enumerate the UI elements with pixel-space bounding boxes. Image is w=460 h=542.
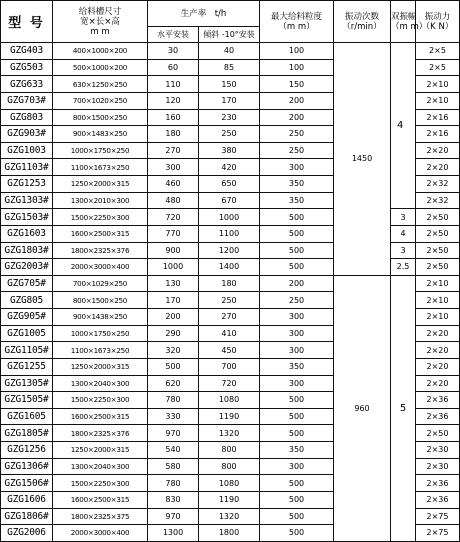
trough-dim-cell: 1800×2325×376 [53,242,148,259]
force-cell: 2×10 [416,292,460,309]
force-cell: 2×20 [416,142,460,159]
force-cell: 2×20 [416,325,460,342]
header-capacity: 生产率 t/h [148,1,260,27]
max-particle-cell: 500 [260,508,334,525]
trough-dim-cell: 630×1250×250 [53,76,148,93]
capacity-inclined-cell: 1080 [199,475,260,492]
vibration-count-cell: 1450 [334,43,391,276]
amplitude-cell: 4 [391,225,416,242]
header-max-particle-unit: （m m） [278,21,315,32]
table-row [1,275,460,292]
force-cell: 2×5 [416,59,460,76]
table-row [1,225,460,242]
model-cell: GZG903# [1,126,53,143]
capacity-inclined-cell: 230 [199,109,260,126]
model-cell: GZG1105# [1,342,53,359]
capacity-horizontal-cell: 200 [148,309,199,326]
header-capacity-inclined: 倾斜 -10°安装 [199,27,260,43]
max-particle-cell: 300 [260,325,334,342]
model-cell: GZG1005 [1,325,53,342]
model-cell: GZG1806# [1,508,53,525]
trough-dim-cell: 400×1000×200 [53,43,148,60]
capacity-inclined-cell: 85 [199,59,260,76]
force-cell: 2×36 [416,408,460,425]
header-trough-dim-line-2: 宽×长×高 [80,16,120,27]
trough-dim-cell: 1500×2250×300 [53,209,148,226]
trough-dim-cell: 1100×1673×250 [53,342,148,359]
capacity-horizontal-cell: 130 [148,275,199,292]
model-cell: GZG1603 [1,225,53,242]
max-particle-cell: 100 [260,59,334,76]
capacity-horizontal-cell: 780 [148,475,199,492]
capacity-inclined-cell: 180 [199,275,260,292]
trough-dim-cell: 700×1029×250 [53,275,148,292]
max-particle-cell: 500 [260,209,334,226]
capacity-inclined-cell: 1400 [199,259,260,276]
header-vibration-count-unit: （r/min） [342,21,382,32]
amplitude-cell: 4 [391,43,416,209]
trough-dim-cell: 900×1483×250 [53,126,148,143]
capacity-inclined-cell: 450 [199,342,260,359]
trough-dim-cell: 2000×3000×400 [53,525,148,542]
capacity-horizontal-cell: 460 [148,176,199,193]
max-particle-cell: 200 [260,109,334,126]
capacity-horizontal-cell: 120 [148,92,199,109]
header-max-particle [260,1,334,43]
capacity-horizontal-cell: 30 [148,43,199,60]
trough-dim-cell: 1600×2500×315 [53,225,148,242]
model-cell: GZG1256 [1,442,53,459]
force-cell: 2×10 [416,92,460,109]
max-particle-cell: 500 [260,491,334,508]
force-cell: 2×20 [416,342,460,359]
model-cell: GZG2003# [1,259,53,276]
model-cell: GZG1606 [1,491,53,508]
model-cell: GZG1253 [1,176,53,193]
trough-dim-cell: 800×1500×250 [53,109,148,126]
force-cell: 2×30 [416,442,460,459]
force-cell: 2×5 [416,43,460,60]
model-cell: GZG633 [1,76,53,93]
capacity-inclined-cell: 170 [199,92,260,109]
capacity-inclined-cell: 670 [199,192,260,209]
trough-dim-cell: 1300×2040×300 [53,375,148,392]
capacity-horizontal-cell: 300 [148,159,199,176]
max-particle-cell: 500 [260,408,334,425]
model-cell: GZG1805# [1,425,53,442]
force-cell: 2×50 [416,209,460,226]
max-particle-cell: 500 [260,525,334,542]
capacity-inclined-cell: 1200 [199,242,260,259]
capacity-horizontal-cell: 180 [148,126,199,143]
trough-dim-cell: 500×1000×200 [53,59,148,76]
amplitude-cell: 5 [391,275,416,541]
header-amplitude [391,1,428,43]
force-cell: 2×16 [416,126,460,143]
force-cell: 2×32 [416,192,460,209]
max-particle-cell: 200 [260,275,334,292]
model-cell: GZG503 [1,59,53,76]
force-cell: 2×30 [416,458,460,475]
capacity-inclined-cell: 1190 [199,491,260,508]
force-cell: 2×36 [416,491,460,508]
capacity-inclined-cell: 150 [199,76,260,93]
model-cell: GZG905# [1,309,53,326]
capacity-horizontal-cell: 620 [148,375,199,392]
capacity-horizontal-cell: 970 [148,508,199,525]
trough-dim-cell: 1600×2500×315 [53,408,148,425]
trough-dim-cell: 700×1020×250 [53,92,148,109]
force-cell: 2×50 [416,242,460,259]
capacity-horizontal-cell: 270 [148,142,199,159]
trough-dim-cell: 800×1500×250 [53,292,148,309]
header-force-label: 振动力 [424,11,451,22]
header-vibration-count [334,1,391,43]
capacity-inclined-cell: 700 [199,358,260,375]
trough-dim-cell: 1250×2000×315 [53,176,148,193]
capacity-horizontal-cell: 320 [148,342,199,359]
trough-dim-cell: 1300×2040×300 [53,458,148,475]
model-cell: GZG705# [1,275,53,292]
trough-dim-cell: 1500×2250×300 [53,392,148,409]
max-particle-cell: 350 [260,442,334,459]
force-cell: 2×32 [416,176,460,193]
capacity-horizontal-cell: 770 [148,225,199,242]
trough-dim-cell: 1100×1673×250 [53,159,148,176]
model-cell: GZG1506# [1,475,53,492]
max-particle-cell: 300 [260,375,334,392]
max-particle-cell: 250 [260,292,334,309]
capacity-horizontal-cell: 720 [148,209,199,226]
header-trough-dim-line-1: 给料槽尺寸 [78,6,122,17]
capacity-inclined-cell: 650 [199,176,260,193]
max-particle-cell: 500 [260,475,334,492]
capacity-inclined-cell: 420 [199,159,260,176]
force-cell: 2×20 [416,358,460,375]
trough-dim-cell: 2000×3000×400 [53,259,148,276]
table-row [1,43,460,60]
model-cell: GZG1303# [1,192,53,209]
max-particle-cell: 150 [260,76,334,93]
trough-dim-cell: 1250×2000×315 [53,358,148,375]
model-cell: GZG1003 [1,142,53,159]
capacity-horizontal-cell: 1000 [148,259,199,276]
trough-dim-cell: 1800×2325×376 [53,425,148,442]
force-cell: 2×20 [416,375,460,392]
max-particle-cell: 300 [260,458,334,475]
header-force-unit: （K N） [421,21,454,32]
capacity-inclined-cell: 410 [199,325,260,342]
capacity-horizontal-cell: 1300 [148,525,199,542]
model-cell: GZG1803# [1,242,53,259]
trough-dim-cell: 1300×2010×300 [53,192,148,209]
model-cell: GZG1503# [1,209,53,226]
capacity-inclined-cell: 800 [199,442,260,459]
capacity-inclined-cell: 40 [199,43,260,60]
capacity-horizontal-cell: 110 [148,76,199,93]
max-particle-cell: 100 [260,43,334,60]
max-particle-cell: 200 [260,92,334,109]
capacity-inclined-cell: 800 [199,458,260,475]
capacity-inclined-cell: 250 [199,292,260,309]
max-particle-cell: 250 [260,142,334,159]
max-particle-cell: 500 [260,259,334,276]
max-particle-cell: 300 [260,309,334,326]
force-cell: 2×20 [416,159,460,176]
trough-dim-cell: 900×1438×250 [53,309,148,326]
header-trough-dim [53,1,148,43]
capacity-horizontal-cell: 780 [148,392,199,409]
capacity-inclined-cell: 250 [199,126,260,143]
header-model: 型 号 [1,1,53,43]
force-cell: 2×75 [416,525,460,542]
max-particle-cell: 300 [260,159,334,176]
capacity-inclined-cell: 1000 [199,209,260,226]
header-capacity-horizontal: 水平安装 [148,27,199,43]
header-force [416,1,460,43]
model-cell: GZG1103# [1,159,53,176]
model-cell: GZG805 [1,292,53,309]
capacity-horizontal-cell: 830 [148,491,199,508]
capacity-horizontal-cell: 60 [148,59,199,76]
header-vibration-count-label: 振动次数 [344,11,379,22]
force-cell: 2×50 [416,225,460,242]
model-cell: GZG703# [1,92,53,109]
vibration-count-cell: 960 [334,275,391,541]
trough-dim-cell: 1000×1750×250 [53,325,148,342]
capacity-inclined-cell: 1800 [199,525,260,542]
capacity-horizontal-cell: 160 [148,109,199,126]
trough-dim-cell: 1800×2325×375 [53,508,148,525]
model-cell: GZG1255 [1,358,53,375]
max-particle-cell: 350 [260,358,334,375]
capacity-horizontal-cell: 170 [148,292,199,309]
model-cell: GZG1605 [1,408,53,425]
capacity-inclined-cell: 1320 [199,425,260,442]
capacity-inclined-cell: 380 [199,142,260,159]
capacity-horizontal-cell: 900 [148,242,199,259]
force-cell: 2×50 [416,425,460,442]
capacity-horizontal-cell: 330 [148,408,199,425]
capacity-horizontal-cell: 540 [148,442,199,459]
force-cell: 2×10 [416,275,460,292]
force-cell: 2×16 [416,109,460,126]
capacity-inclined-cell: 1080 [199,392,260,409]
trough-dim-cell: 1500×2250×300 [53,475,148,492]
trough-dim-cell: 1000×1750×250 [53,142,148,159]
max-particle-cell: 500 [260,425,334,442]
force-cell: 2×36 [416,475,460,492]
spec-table-body [1,43,460,542]
max-particle-cell: 500 [260,225,334,242]
force-cell: 2×10 [416,309,460,326]
header-amplitude-unit: （m m） [391,21,428,32]
capacity-horizontal-cell: 970 [148,425,199,442]
max-particle-cell: 250 [260,126,334,143]
force-cell: 2×75 [416,508,460,525]
table-row [1,242,460,259]
trough-dim-cell: 1600×2500×315 [53,491,148,508]
capacity-horizontal-cell: 580 [148,458,199,475]
header-max-particle-label: 最大给料粒度 [270,11,322,22]
capacity-horizontal-cell: 480 [148,192,199,209]
header-row-1 [1,1,460,27]
capacity-horizontal-cell: 290 [148,325,199,342]
model-cell: GZG1305# [1,375,53,392]
model-cell: GZG1505# [1,392,53,409]
table-row [1,259,460,276]
max-particle-cell: 350 [260,192,334,209]
model-cell: GZG803 [1,109,53,126]
table-row [1,209,460,226]
max-particle-cell: 500 [260,242,334,259]
max-particle-cell: 300 [260,342,334,359]
force-cell: 2×36 [416,392,460,409]
max-particle-cell: 500 [260,392,334,409]
amplitude-cell: 3 [391,209,416,226]
force-cell: 2×10 [416,76,460,93]
model-cell: GZG403 [1,43,53,60]
capacity-inclined-cell: 1320 [199,508,260,525]
amplitude-cell: 2.5 [391,259,416,276]
header-trough-dim-line-3: m m [90,26,110,37]
capacity-inclined-cell: 720 [199,375,260,392]
force-cell: 2×50 [416,259,460,276]
capacity-inclined-cell: 270 [199,309,260,326]
amplitude-cell: 3 [391,242,416,259]
max-particle-cell: 350 [260,176,334,193]
capacity-inclined-cell: 1100 [199,225,260,242]
model-cell: GZG2006 [1,525,53,542]
trough-dim-cell: 1250×2000×315 [53,442,148,459]
capacity-horizontal-cell: 500 [148,358,199,375]
header-amplitude-label: 双振幅 [391,11,417,22]
model-cell: GZG1306# [1,458,53,475]
capacity-inclined-cell: 1190 [199,408,260,425]
